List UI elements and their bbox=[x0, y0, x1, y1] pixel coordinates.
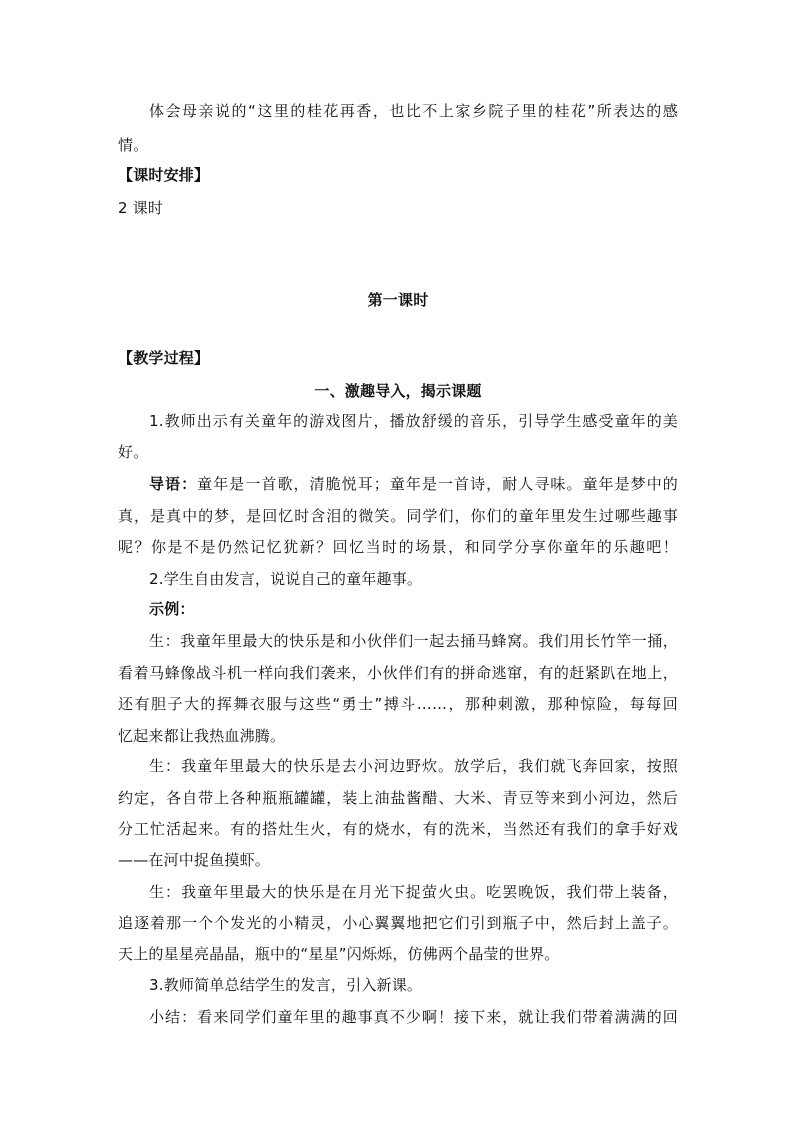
guide-line-1 bbox=[149, 474, 678, 494]
student2-line-4: ——在河中捉鱼摸虾。 bbox=[118, 851, 271, 869]
student1-line-2: 看着马蜂像战斗机一样向我们袭来，小伙伴们有的拼命逃窜，有的赶紧趴在地上， bbox=[118, 664, 678, 682]
student2-text: 我童年里最大的快乐是去小河边野炊。放学后，我们就飞奔回家，按照 bbox=[181, 757, 678, 775]
student1-text: 我童年里最大的快乐是和小伙伴们一起去捅马蜂窝。我们用长竹竿一捅， bbox=[180, 632, 678, 650]
student1-line-4: 忆起来都让我热血沸腾。 bbox=[118, 727, 286, 745]
student2-line-2: 约定，各自带上各种瓶瓶罐罐，装上油盐酱醋、大米、青豆等来到小河边，然后 bbox=[118, 789, 678, 807]
student1-line-3: 还有胆子大的挥舞衣服与这些“勇士”搏斗……，那种刺激，那种惊险，每每回 bbox=[118, 695, 678, 713]
schedule-value: 2 课时 bbox=[118, 199, 164, 217]
example-label: 示例： bbox=[149, 600, 195, 618]
student1-label: 生： bbox=[149, 632, 181, 650]
step1-line-2: 好。 bbox=[118, 443, 149, 461]
student1-line-1 bbox=[149, 631, 678, 651]
step2: 2.学生自由发言，说说自己的童年趣事。 bbox=[149, 570, 423, 588]
summary-text: 看来同学们童年里的趣事真不少啊！接下来，就让我们带着满满的回 bbox=[197, 1008, 678, 1026]
lesson-title: 第一课时 bbox=[367, 291, 429, 309]
step3: 3.教师简单总结学生的发言，引入新课。 bbox=[149, 976, 423, 994]
intro-line-2: 情。 bbox=[118, 136, 149, 154]
guide-text: 童年是一首歌，清脆悦耳；童年是一首诗，耐人寻味。童年是梦中的 bbox=[197, 475, 678, 493]
summary-label: 小结： bbox=[149, 1008, 198, 1026]
student3-line-2: 追逐着那一个个发光的小精灵，小心翼翼地把它们引到瓶子中，然后封上盖子。 bbox=[118, 914, 678, 932]
student3-line-3: 天上的星星亮晶晶，瓶中的“星星”闪烁烁，仿佛两个晶莹的世界。 bbox=[118, 945, 560, 963]
section-title: 一、激趣导入，揭示课题 bbox=[314, 382, 482, 400]
student2-line-3: 分工忙活起来。有的搭灶生火，有的烧水，有的洗米，当然还有我们的拿手好戏 bbox=[118, 820, 678, 838]
summary-line-1 bbox=[149, 1007, 678, 1027]
guide-line-3: 呢？你是不是仍然记忆犹新？回忆当时的场景，和同学分享你童年的乐趣吧！ bbox=[118, 538, 678, 556]
student2-line-1 bbox=[149, 756, 678, 776]
student3-line-1: 生：我童年里最大的快乐是在月光下捉萤火虫。吃罢晚饭，我们带上装备， bbox=[149, 883, 678, 901]
guide-line-2: 真，是真中的梦，是回忆时含泪的微笑。同学们，你们的童年里发生过哪些趣事 bbox=[118, 507, 678, 525]
process-heading: 【教学过程】 bbox=[118, 349, 210, 367]
schedule-heading: 【课时安排】 bbox=[118, 166, 210, 184]
intro-line-1: 体会母亲说的“这里的桂花再香，也比不上家乡院子里的桂花”所表达的感 bbox=[149, 102, 678, 120]
step1-line-1: 1.教师出示有关童年的游戏图片，播放舒缓的音乐，引导学生感受童年的美 bbox=[149, 412, 678, 430]
guide-label: 导语： bbox=[149, 475, 198, 493]
student2-label: 生： bbox=[149, 757, 182, 775]
